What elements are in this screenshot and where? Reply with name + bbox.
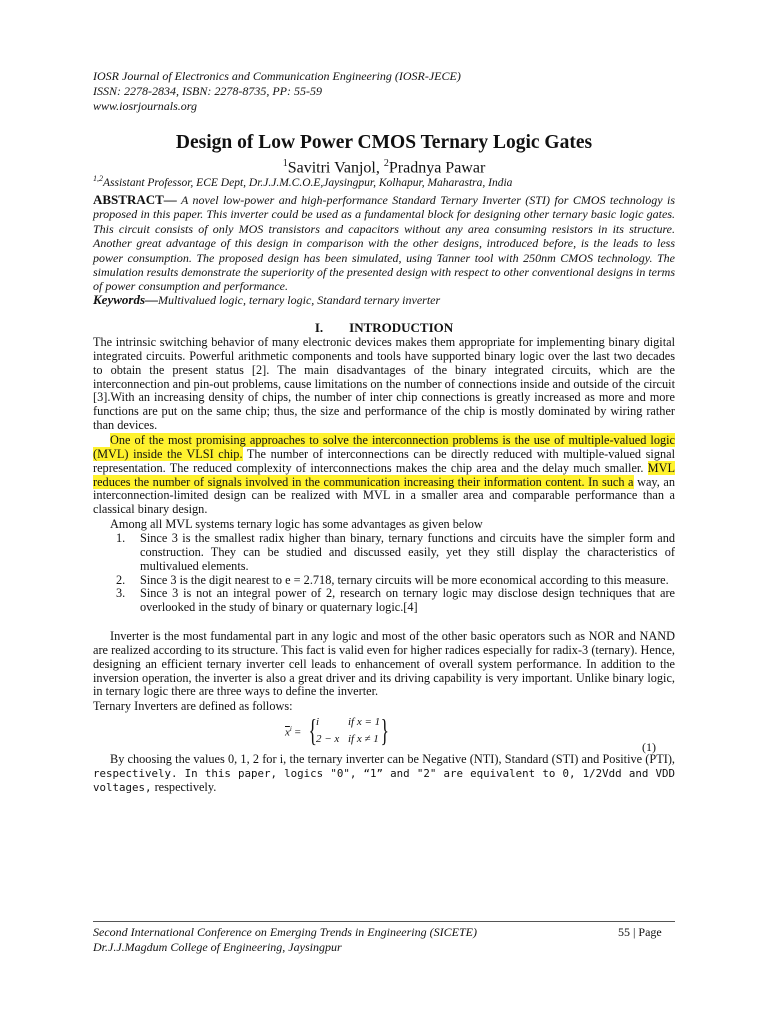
ternary-inverter-definition-lead: Ternary Inverters are defined as follows: (93, 699, 293, 713)
paragraph-2-end: way, an interconnection-limited design can be realized with MVL in a smaller area and comparable performance than a classical binary design. (93, 474, 675, 517)
left-brace: { (308, 712, 317, 748)
intro-paragraph-inverter: Inverter is the most fundamental part in any logic and most of the other basic operators such as NOR and NAND are realized according to its structure. This fact is valid even for higher radices especially for radix-3 (ternary). Hence, designing an efficient ternary inverter cell leads to enhancement of overall system performance. In addition to the inversion operation, the inverter is also a great driver and its driving capability is very important. Unlike binary logic, in ternary logic there are three ways to define the inverter. (93, 629, 675, 699)
list-item-text: Since 3 is the digit nearest to e = 2.718, ternary circuits will be more economical according to this measure. (140, 572, 669, 587)
equation-case-1-condition: if x = 1 (348, 716, 381, 728)
intro-paragraph-values (93, 753, 675, 795)
footer-conference: Second International Conference on Emerging Trends in Engineering (SICETE) (93, 925, 477, 939)
equation-equals: = (294, 726, 301, 739)
author-1-name: Savitri Vanjol, (287, 159, 380, 177)
journal-website: www.iosrjournals.org (93, 99, 198, 113)
section-number: I. (314, 320, 324, 335)
paragraph-7-end: respectively. (151, 779, 217, 794)
affiliation-text: Assistant Professor, ECE Dept, Dr.J.J.M.C.O.E,Jaysingpur, Kolhapur, Maharastra, India (103, 176, 513, 189)
right-brace: } (380, 712, 389, 748)
author-2-index: 2 (383, 158, 389, 169)
author-2-name: Pradnya Pawar (388, 159, 486, 177)
highlighted-text-2: MVL reduces the number of signals involved in the communication increasing their information content. In such a (93, 460, 675, 489)
footer (93, 925, 593, 955)
section-title: INTRODUCTION (349, 320, 454, 335)
affiliation-index: 1,2 (93, 174, 103, 183)
abstract-text: A novel low-power and high-performance Standard Ternary Inverter (STI) for CMOS technology is proposed in this paper. This inverter could be used as a fundamental block for designing other ternary basic logic gates. This circuit consists of only MOS transistors and capacitors without any area consuming resistors in its structure. Another great advantage of this design in comparison with the other designs, introduced before, is the leads to less power consumption. The proposed design has been simulated, using Tanner tool with 250nm CMOS technology. The simulation results demonstrate the superiority of the presented design with respect to other conventional designs in terms of power consumption and performance. (93, 193, 675, 294)
keywords-label: Keywords— (93, 292, 158, 307)
equation-number: (1) (642, 740, 656, 754)
highlighted-text-1: One of the most promising approaches to solve the interconnection problems is the use of multiple-valued logic (MVL) inside the VLSI chip. (93, 433, 675, 461)
intro-paragraph-1: The intrinsic switching behavior of many electronic devices makes them appropriate for implementing binary digital integrated circuits. Powerful arithmetic components and tools have supported binary logic over the last two decades to obtain the present status [2]. The main disadvantages of the binary integrated circuits, which are the interconnection and pin-out problems, cause limitations on the number of connections inside and outside of the circuit [3].With an increasing density of chips, the number of inter chip connections is greatly increased as more and more functions are put on the same chip; thus, the size and performance of the chip is mostly dominated by wiring rather than devices. (93, 335, 675, 433)
paragraph-7-text: By choosing the values 0, 1, 2 for i, the ternary inverter can be Negative (NTI), Standard (STI) and Positive (PTI), (110, 752, 675, 766)
author-1-index: 1 (282, 158, 288, 169)
paragraph-2-text: The number of interconnections can be directly reduced with multiple-valued signal representation. The reduced complexity of interconnections makes the chip area and the delay much smaller. (93, 446, 676, 475)
abstract-label: ABSTRACT— (93, 192, 177, 207)
list-item (93, 532, 675, 574)
keywords (93, 292, 675, 308)
section-heading-introduction (93, 320, 675, 336)
footer-college: Dr.J.J.Magdum College of Engineering, Jaysingpur (93, 940, 342, 954)
advantages-intro: Among all MVL systems ternary logic has some advantages as given below (110, 517, 483, 531)
footer-divider (93, 921, 675, 922)
equation-case-2-condition: if x ≠ 1 (348, 733, 379, 745)
paper-title: Design of Low Power CMOS Ternary Logic Gates (175, 132, 593, 153)
equation-case-2-value: 2 − x (316, 733, 340, 745)
journal-name: IOSR Journal of Electronics and Communication Engineering (IOSR-JECE) (93, 69, 461, 83)
list-marker: 3. (116, 586, 126, 601)
intro-paragraph-2 (93, 434, 675, 517)
equation-lhs (285, 725, 301, 739)
paragraph-7-mono-text: respectively. In this paper, logics "0", “1” and "2" are equivalent to 0, 1/2Vdd and VDD voltages, (93, 766, 675, 794)
abstract (93, 193, 675, 294)
list-item-text: Since 3 is the smallest radix higher than binary, ternary functions and circuits have the simpler form and construction. They can be studied and discussed easily, yet they still display the characteristics of multivalued elements. (140, 531, 675, 573)
journal-header (93, 69, 693, 114)
list-item-text: Since 3 is not an integral power of 2, research on ternary logic may disclose design techniques that are overlooked in the study of binary or quaternary logic.[4] (140, 586, 675, 615)
page-number: 55 | Page (618, 925, 662, 939)
journal-issn: ISSN: 2278-2834, ISBN: 2278-8735, PP: 55-59 (93, 84, 322, 98)
list-marker: 2. (116, 572, 126, 587)
list-marker: 1. (116, 531, 126, 545)
equation-superscript: i (289, 725, 292, 733)
equation-case-1-value: i (316, 716, 320, 728)
list-item (93, 587, 675, 615)
advantages-list (93, 532, 675, 615)
affiliation (93, 172, 675, 190)
keywords-text: Multivalued logic, ternary logic, Standard ternary inverter (158, 293, 441, 307)
equation-variable: $\overline{x}$ (285, 726, 290, 739)
ternary-inverter-equation (285, 713, 405, 751)
list-item (93, 574, 675, 588)
